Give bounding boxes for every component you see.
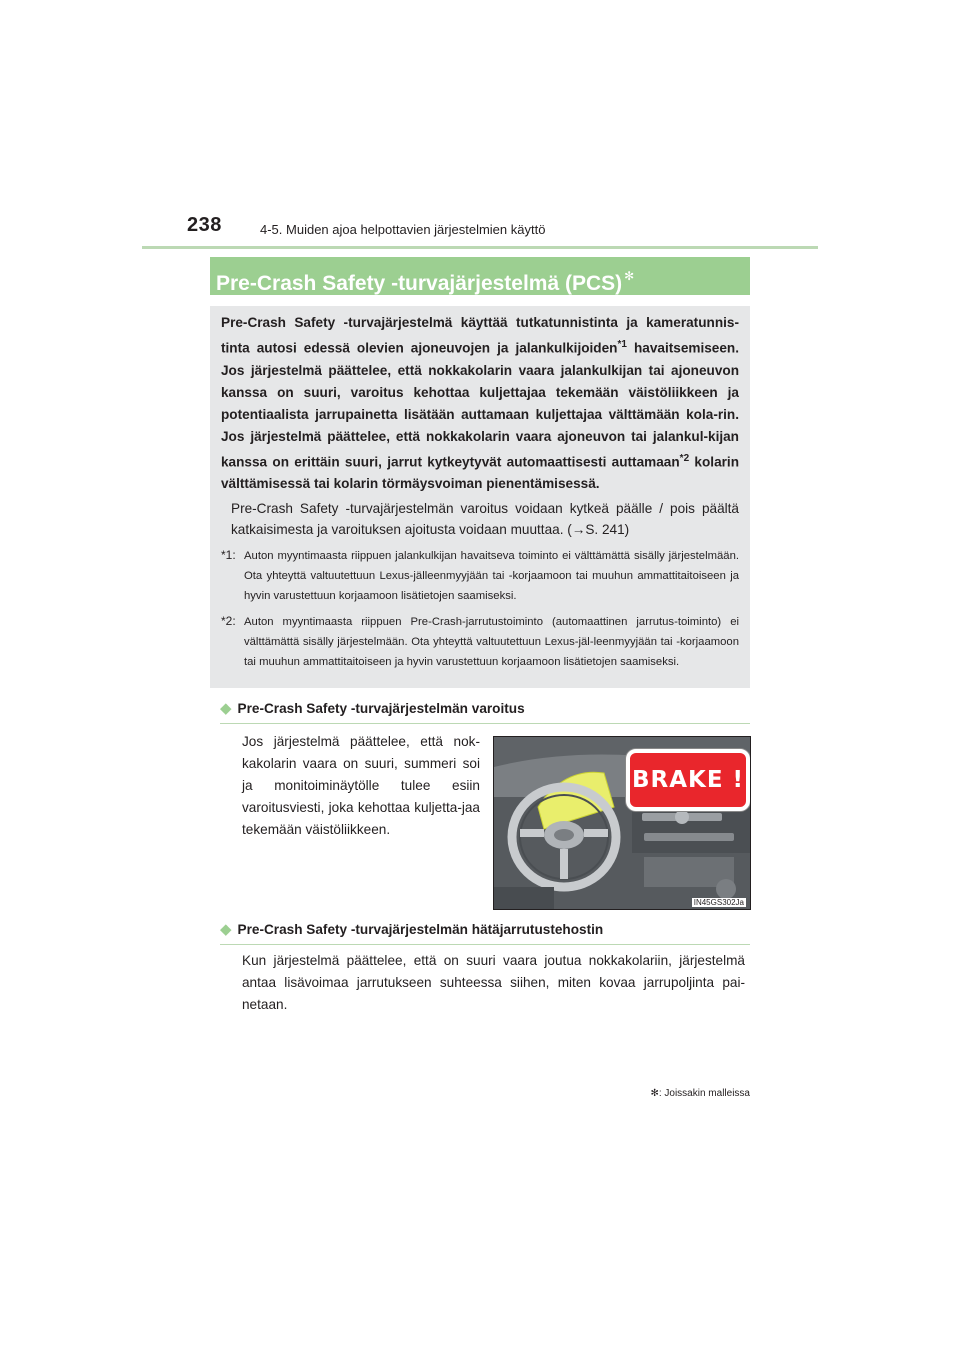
figure-code: IN45GS302Ja (693, 898, 744, 907)
brake-assist-heading: ◆ Pre-Crash Safety -turvajärjestelmän hätäjarrutustehostin (220, 920, 750, 945)
page-header (142, 214, 818, 249)
model-note-marker-footer: ✻ (650, 1088, 659, 1099)
footnote-1: *1: Auton myyntimaasta riippuen jalankulkijan havaitseva toiminto ei välttämättä sisälly järjestelmään. Ota yhteyttä valtuutettuun Lexus-jälleenmyyjään tai -korjaamoon tai muuhun ammattitaitoiseen ja hyvin varustettuun korjaamoon lisätietojen saamiseksi. (221, 545, 739, 606)
intro-box (210, 306, 750, 688)
warning-text: Jos järjestelmä päättelee, että nok-kakolarin vaara on suuri, summeri soi ja monitoiminäytölle tulee esiin varoitusviesti, joka kehottaa kuljetta-jaa tekemään väistöliikkeen. (242, 734, 480, 837)
chapter-title: 4-5. Muiden ajoa helpottavien järjestelmien käyttö (260, 222, 546, 237)
section-title-bar (210, 257, 750, 295)
section-title: Pre-Crash Safety -turvajärjestelmä (PCS) (216, 272, 623, 295)
page-number: 238 (187, 214, 222, 236)
footnote-ref-1: *1 (617, 339, 627, 350)
footnote-mark-1: *1: (221, 548, 236, 563)
diamond-bullet-icon: ◆ (220, 921, 232, 938)
footnote-mark-2: *2: (221, 614, 236, 629)
brake-warning-figure (493, 736, 751, 910)
brake-warning-badge: BRAKE ! (626, 749, 750, 811)
footer-note: ✻: Joissakin malleissa (650, 1088, 750, 1099)
footnote-2: *2: Auton myyntimaasta riippuen Pre-Crash-jarrutustoiminto (automaattinen jarrutus-toiminto) ei välttämättä sisälly järjestelmään. Ota yhteyttä valtuutettuun Lexus-jäl-leenmyyjään tai -korjaamoon tai muuhun ammattitaitoiseen ja hyvin varustettuun korjaamoon lisätietojen saamiseksi. (221, 611, 739, 672)
intro-paragraph: Pre-Crash Safety -turvajärjestelmä käyttää tutkatunnistinta ja kameratunnis-tinta autosi edessä olevien ajoneuvojen ja jalankulkijoiden$^{*1}$ havaitsemiseen. Jos järjestelmä päättelee, että nokkakolarin vaara jalankulkijan tai ajoneuvon kanssa on suuri, varoitus kehottaa kuljettajaa tekemään väistöliikkeen ja potentiaalista jarrupainetta lisätään auttamaan kuljettajaa välttämään kola-rin. Jos järjestelmä päättelee, että nokkakolarin vaara ajoneuvon tai jalankul-kijan kanssa on erittäin suuri, jarrut kytkeytyvät automaattisesti auttamaan$^{*2}$ kolarin välttämisessä tai kolarin törmäysvoiman pienentämisessä. (221, 315, 739, 492)
warning-heading: ◆ Pre-Crash Safety -turvajärjestelmän varoitus (220, 699, 750, 724)
model-note-marker: ✻ (624, 269, 635, 283)
brake-assist-text: Kun järjestelmä päättelee, että on suuri vaara joutua nokkakolariin, järjestelmä antaa lisävoimaa jarrutukseen suhteessa siihen, miten kovaa jarrupoljinta pai-netaan. (242, 953, 745, 1012)
switch-paragraph: Pre-Crash Safety -turvajärjestelmän varoitus voidaan kytkeä päälle / pois päältä katkaisimesta ja varoituksen ajoitusta voidaan muuttaa. (→S. 241) (231, 501, 739, 538)
diamond-bullet-icon: ◆ (220, 700, 232, 717)
footnote-ref-2: *2 (679, 452, 690, 464)
